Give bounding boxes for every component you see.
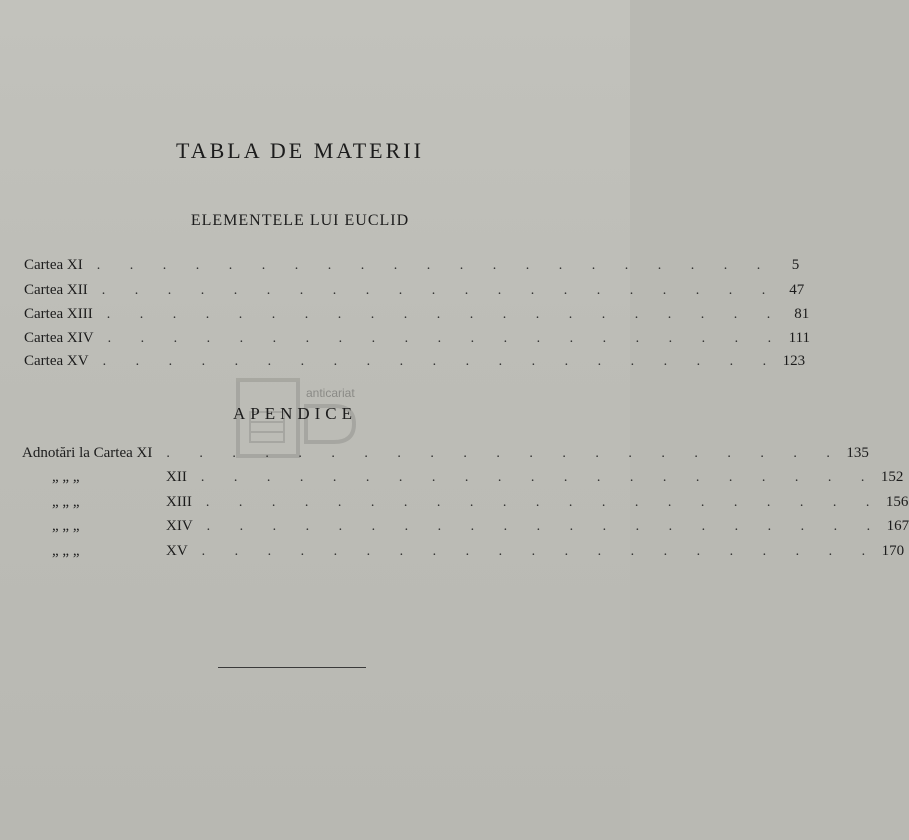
toc-entry-page: 152 (880, 469, 904, 485)
toc-entry-label: Cartea XI (24, 257, 83, 273)
toc-entry-page: 111 (788, 330, 811, 346)
ditto-marks: „ „ „ (52, 469, 80, 485)
leader-dots: . . . . . . . . . . . . . . . . . . . . . (101, 283, 779, 298)
toc-entry[interactable] (24, 330, 811, 352)
leader-dots: . . . . . . . . . . . . . . . . . . . . . (107, 331, 785, 346)
appendix-heading: APENDICE (232, 404, 358, 423)
toc-entry-label (52, 543, 188, 560)
toc-entry-page: 5 (791, 257, 800, 273)
toc-entry[interactable] (22, 445, 869, 467)
toc-entry-page: 170 (881, 543, 905, 559)
toc-entry-page: 167 (886, 518, 909, 534)
toc-entry[interactable] (24, 306, 810, 328)
leader-dots: . . . . . . . . . . . . . . . . . . . . . (166, 446, 843, 461)
toc-entry[interactable] (52, 469, 904, 491)
toc-entry[interactable] (52, 494, 909, 516)
toc-entry[interactable] (24, 353, 806, 375)
toc-entry[interactable] (24, 257, 800, 279)
leader-dots: . . . . . . . . . . . . . . . . . . . . . (96, 258, 774, 273)
toc-entry-page: 156 (885, 494, 909, 510)
toc-entry-book: XII (166, 469, 187, 485)
toc-entry-label (52, 494, 192, 511)
page-title: TABLA DE MATERII (176, 138, 424, 163)
toc-entry-label: Cartea XV (24, 353, 89, 369)
toc-entry-book: XV (166, 543, 188, 559)
leader-dots: . . . . . . . . . . . . . . . . . . . . . (200, 470, 878, 485)
toc-entry-label: Cartea XII (24, 282, 88, 298)
toc-entry-label (52, 518, 193, 535)
toc-entry-book: XIV (166, 518, 193, 534)
leader-dots: . . . . . . . . . . . . . . . . . . . . . (206, 519, 884, 534)
section-subtitle: ELEMENTELE LUI EUCLID (190, 212, 410, 229)
leader-dots: . . . . . . . . . . . . . . . . . . . . . (102, 354, 780, 369)
toc-entry-label: Cartea XIV (24, 330, 94, 346)
ditto-marks: „ „ „ (52, 494, 80, 510)
toc-entry-page: 81 (794, 306, 810, 322)
toc-entry-label: Adnotări la Cartea XI (22, 445, 153, 461)
toc-entry[interactable] (52, 543, 905, 565)
toc-entry-page: 123 (782, 353, 806, 369)
toc-entry-page: 47 (789, 282, 805, 298)
toc-entry-label (52, 469, 187, 486)
end-divider (218, 667, 366, 668)
ditto-marks: „ „ „ (52, 543, 80, 559)
toc-entry-label: Cartea XIII (24, 306, 93, 322)
leader-dots: . . . . . . . . . . . . . . . . . . . . . (205, 495, 883, 510)
toc-entry[interactable] (24, 282, 805, 304)
toc-entry[interactable] (52, 518, 909, 540)
toc-entry-book: XIII (166, 494, 192, 510)
toc-entry-page: 135 (846, 445, 869, 461)
ditto-marks: „ „ „ (52, 518, 80, 534)
leader-dots: . . . . . . . . . . . . . . . . . . . . . (106, 307, 784, 322)
leader-dots: . . . . . . . . . . . . . . . . . . . . . (201, 544, 879, 559)
watermark-text: anticariat (306, 386, 355, 400)
